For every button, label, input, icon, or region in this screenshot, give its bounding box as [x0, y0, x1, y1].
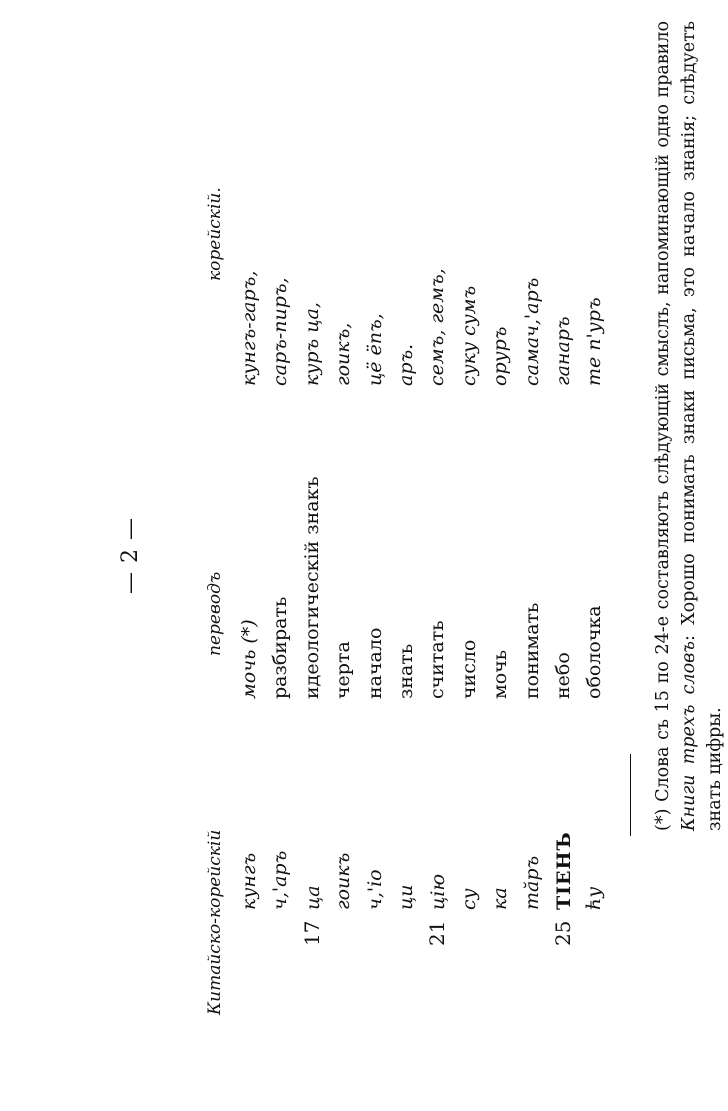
sino-korean-term: гоикъ	[332, 852, 355, 910]
sino-korean-term: ч,'аръ	[269, 850, 292, 910]
column-header-korean: корейскій.	[205, 187, 225, 281]
sino-korean-term: ТІЕНЪ	[552, 831, 575, 910]
sino-korean-term: ћу	[583, 886, 606, 910]
footnote-text-2: : Хорошо понимать знаки письма, это начало знанія; слѣдуетъ знать цифры.	[679, 21, 725, 831]
sino-korean-word	[485, 831, 516, 946]
sino-korean-word	[360, 831, 391, 946]
sino-korean-term: ка	[489, 887, 512, 910]
translation-word: черта	[332, 641, 355, 699]
korean-word: гоикъ,	[332, 322, 355, 386]
korean-word: куръ ца,	[300, 302, 323, 386]
footnote	[650, 21, 728, 831]
translation-word: оболочка	[583, 605, 606, 699]
line-number: 25	[550, 920, 575, 946]
sino-korean-word	[422, 831, 453, 946]
translation-word: начало	[363, 627, 386, 699]
translation-word: число	[457, 639, 480, 699]
korean-word: ганаръ	[551, 316, 574, 386]
korean-word: оруръ	[489, 326, 512, 386]
column-header-translation: переводъ	[205, 571, 225, 656]
korean-word: саръ-пиръ,	[269, 277, 292, 386]
sino-korean-word	[548, 831, 579, 946]
sino-korean-term: ца	[301, 885, 324, 910]
translation-word: считать	[426, 620, 449, 699]
footnote-rule	[630, 754, 631, 836]
korean-word: аръ.	[394, 343, 417, 386]
translation-word: разбирать	[269, 596, 292, 699]
sino-korean-word	[328, 831, 359, 946]
korean-word: суку сумъ	[457, 285, 480, 386]
translation-word: мочь (*)	[238, 619, 260, 699]
sino-korean-term: ци	[394, 884, 417, 910]
sino-korean-column	[234, 831, 611, 946]
line-number: 17	[299, 920, 324, 946]
sino-korean-term: су	[457, 888, 480, 910]
korean-word: те п'уръ	[583, 297, 606, 386]
sino-korean-word	[454, 831, 485, 946]
sino-korean-word	[265, 831, 296, 946]
sino-korean-term: ч,'іо	[363, 869, 386, 910]
korean-column	[234, 268, 611, 386]
translation-word: мочь	[489, 649, 512, 699]
sino-korean-word	[234, 831, 265, 946]
translation-word: идеологическій знакъ	[300, 476, 323, 699]
footnote-book-title: Книги трехъ словъ	[679, 641, 699, 831]
translation-column	[234, 476, 611, 699]
translation-word: знать	[394, 643, 417, 699]
line-number: 21	[425, 920, 450, 946]
sino-korean-word	[579, 831, 610, 946]
translation-word: небо	[551, 652, 574, 699]
sino-korean-word	[391, 831, 422, 946]
page-number: — 2 —	[118, 517, 143, 594]
sino-korean-term: цію	[427, 873, 450, 910]
sino-korean-term: тăръ	[520, 855, 543, 910]
footnote-text-1: (*) Слова съ 15 по 24-е составляютъ слѣдующій смыслъ, напоминающій одно правило	[653, 21, 673, 831]
korean-word: самач,'аръ	[520, 277, 543, 386]
korean-word: цё ёпъ,	[363, 313, 386, 386]
column-header-sino-korean: Китайско-корейскій	[205, 829, 225, 1015]
korean-word: семъ, гемъ,	[426, 268, 449, 386]
translation-word: понимать	[520, 602, 543, 699]
korean-word: кунгъ-гаръ,	[238, 270, 260, 386]
sino-korean-word	[517, 831, 548, 946]
sino-korean-term: кунгъ	[238, 852, 260, 910]
sino-korean-word	[297, 831, 328, 946]
